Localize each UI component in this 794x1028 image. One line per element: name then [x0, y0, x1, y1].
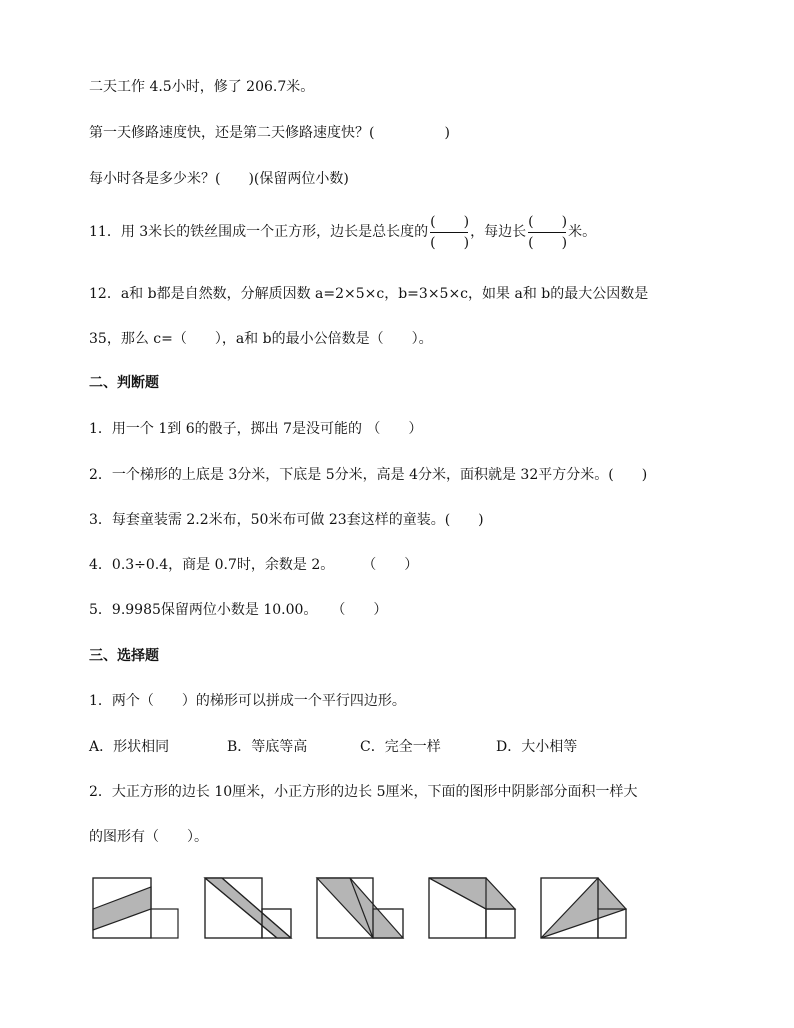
judge-item-1: 1．用一个 1到 6的骰子，掷出 7是没可能的 （ ）: [89, 421, 423, 437]
numerator-blank: ( ): [528, 213, 568, 230]
judge-item-5: 5．9.9985保留两位小数是 10.00。 （ ）: [89, 602, 388, 618]
text-line-2: 第一天修路速度快，还是第二天修路速度快？( ): [89, 125, 450, 141]
denominator-blank: ( ): [430, 234, 470, 251]
fraction-blank-2[interactable]: [528, 213, 566, 252]
question-11-text-3: 米。: [568, 224, 597, 240]
choice-question-2-line-1: 2．大正方形的边长 10厘米，小正方形的边长 5厘米，下面的图形中阴影部分面积一样大: [89, 784, 638, 800]
numerator-blank: ( ): [430, 213, 470, 230]
text-line-3: 每小时各是多少米？( )(保留两位小数): [89, 171, 349, 187]
judge-item-2: 2．一个梯形的上底是 3分米，下底是 5分米，高是 4分米，面积就是 32平方分米。( ): [89, 467, 648, 483]
denominator-blank: ( ): [528, 234, 568, 251]
question-11: [89, 212, 596, 252]
figures-row: [92, 876, 637, 944]
question-11-text-2: ，每边长: [470, 224, 527, 240]
figure-5[interactable]: [541, 878, 626, 938]
option-d[interactable]: D．大小相等: [496, 739, 578, 755]
figure-4[interactable]: [429, 878, 515, 938]
choice-question-1: 1．两个（ ）的梯形可以拼成一个平行四边形。: [89, 693, 406, 709]
text-line-1: 二天工作 4.5小时，修了 206.7米。: [89, 79, 315, 95]
fraction-blank-1[interactable]: [430, 213, 468, 252]
section-2-title: 二、判断题: [89, 375, 159, 391]
option-b[interactable]: B．等底等高: [227, 739, 308, 755]
choice-options: [89, 738, 577, 756]
question-12-line-1: 12．a和 b都是自然数，分解质因数 a=2×5×c，b=3×5×c，如果 a和 b的最大公因数是: [89, 286, 649, 302]
option-a[interactable]: A．形状相同: [89, 739, 170, 755]
figure-1[interactable]: [93, 878, 178, 938]
option-c[interactable]: C．完全一样: [360, 739, 441, 755]
question-12-line-2: 35，那么 c=（ ），a和 b的最小公倍数是（ ）。: [89, 331, 433, 347]
judge-item-4: 4．0.3÷0.4，商是 0.7时，余数是 2。 （ ）: [89, 557, 419, 573]
judge-item-3: 3．每套童装需 2.2米布，50米布可做 23套这样的童装。( ): [89, 512, 484, 528]
section-3-title: 三、选择题: [89, 648, 159, 664]
question-11-text: 11．用 3米长的铁丝围成一个正方形，边长是总长度的: [89, 224, 429, 240]
figure-3[interactable]: [317, 878, 403, 938]
choice-question-2-line-2: 的图形有（ ）。: [89, 829, 208, 845]
figure-2[interactable]: [205, 878, 291, 938]
